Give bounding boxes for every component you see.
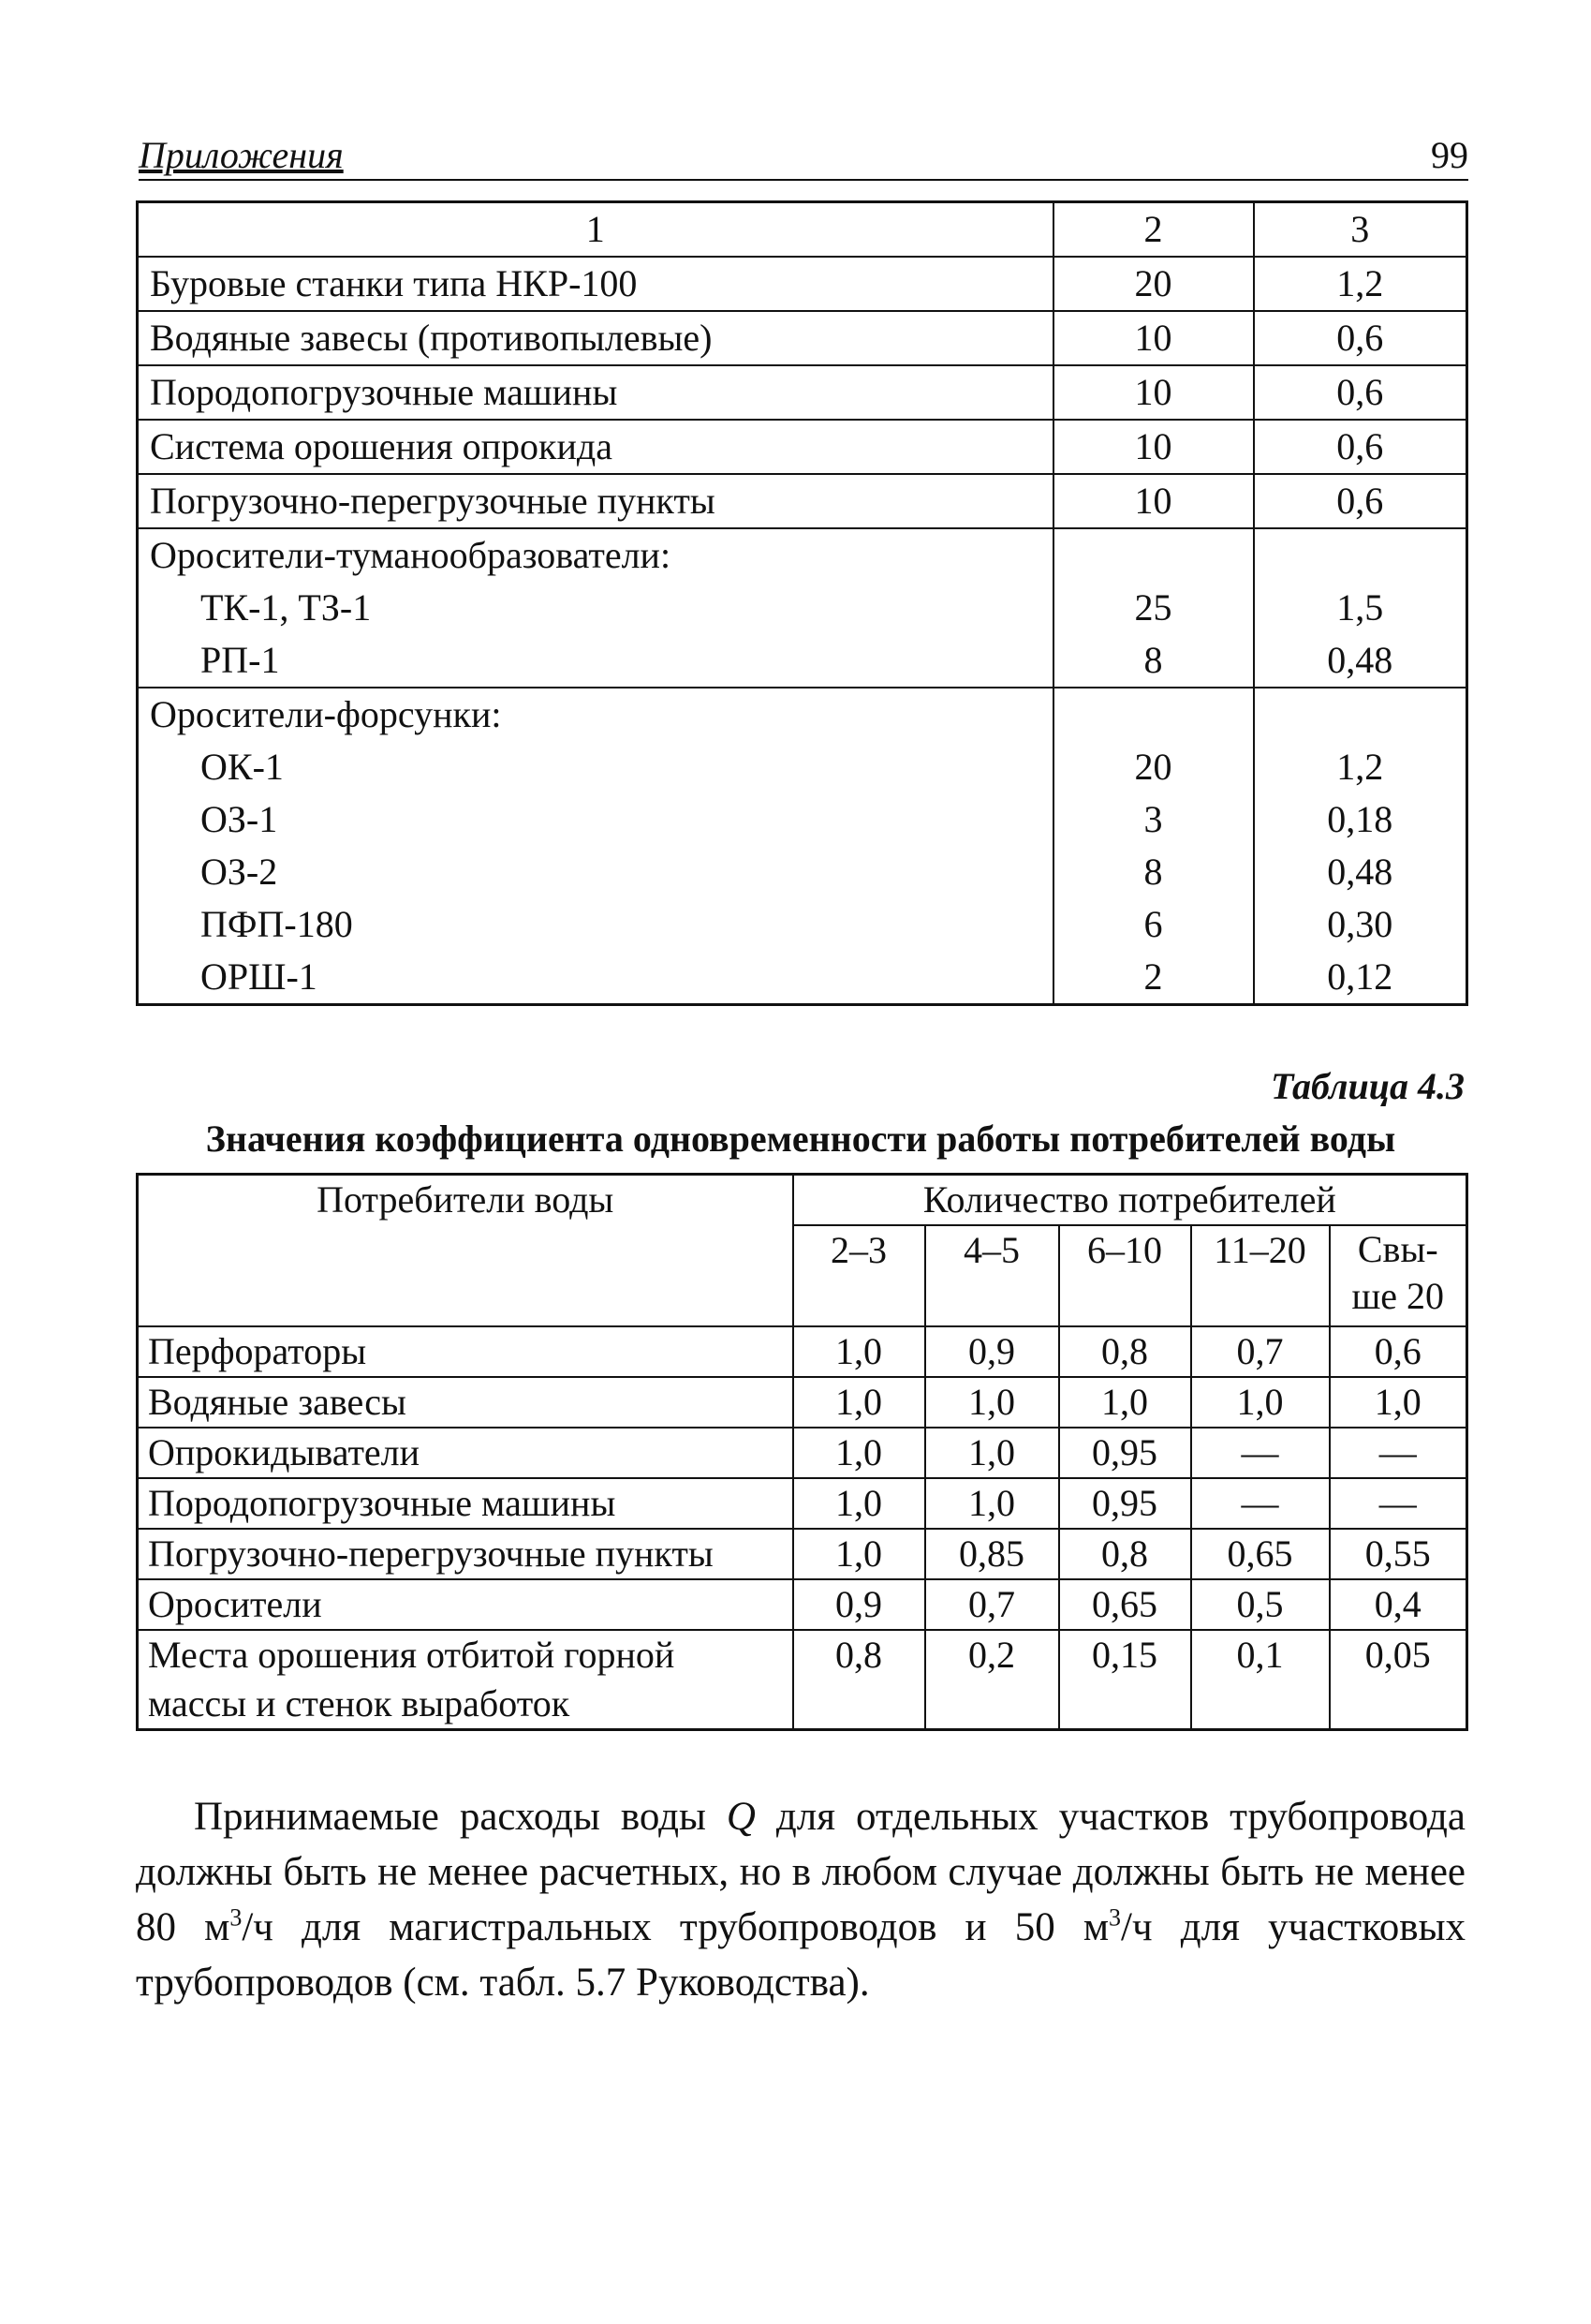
cell-value: 10 [1053,311,1254,365]
coefficient-table [136,1173,1468,1731]
column-header-count: Количество потребителей [793,1175,1467,1226]
cell-value: 0,6 [1330,1326,1467,1377]
column-header: 3 [1254,202,1467,258]
row-label-line: массы и стенок выработок [148,1682,570,1724]
cell-value: 1,0 [793,1326,925,1377]
column-header: 2–3 [793,1225,925,1326]
page-header [139,126,1468,181]
cell-value: 0,4 [1330,1579,1467,1630]
table-row [138,420,1467,474]
cell-value: 0,5 [1191,1579,1330,1630]
row-label [138,1630,793,1730]
column-header: 1 [138,202,1053,258]
equipment-water-table [136,200,1468,1006]
cell-value: 1,0 [793,1478,925,1529]
group-title: Оросители-форсунки: [138,688,1053,741]
row-label: Породопогрузочные машины [138,365,1053,420]
row-label: ПФП-180 [138,898,1053,951]
cell-value: 0,6 [1254,365,1467,420]
table-row [138,1478,1467,1529]
cell-value: 10 [1053,474,1254,528]
row-label: Водяные завесы [138,1377,793,1428]
cell-value: 0,18 [1254,793,1467,846]
column-header-line: Свы- [1357,1228,1438,1270]
row-label: Оросители [138,1579,793,1630]
page-number: 99 [1431,134,1468,176]
cell-value: 0,8 [793,1630,925,1730]
cell-value: 0,65 [1059,1579,1191,1630]
row-label: Опрокидыватели [138,1428,793,1478]
column-header: 6–10 [1059,1225,1191,1326]
table-row [138,1428,1467,1478]
paragraph-text: для отдельных участков трубопровода должны быть не менее расчетных, но в любом случае должны быть не менее 80 м [136,1795,1466,1949]
cell-value: 0,7 [925,1579,1059,1630]
paragraph-text: /ч для магистральных трубопроводов и 50 м [242,1905,1110,1949]
cell-value: 0,6 [1254,474,1467,528]
superscript: 3 [229,1903,243,1932]
cell-value: 1,0 [925,1428,1059,1478]
body-paragraph [136,1789,1466,2010]
cell-value: 1,0 [793,1529,925,1579]
table-row [138,1529,1467,1579]
group-title: Оросители-туманообразователи: [138,528,1053,582]
cell-value: 1,0 [793,1428,925,1478]
column-header: 11–20 [1191,1225,1330,1326]
table-row [138,257,1467,311]
cell-value: 1,0 [1191,1377,1330,1428]
cell-value: 0,05 [1330,1630,1467,1730]
cell-value: 1,0 [925,1377,1059,1428]
cell-value: 3 [1053,793,1254,846]
cell-value: 0,6 [1254,420,1467,474]
row-label: ОЗ-2 [138,846,1053,898]
cell-value: 1,0 [793,1377,925,1428]
paragraph-text: /ч для участковых трубопроводов (см. табл. 5.7 Руководства). [136,1905,1466,2005]
cell-value: 1,2 [1254,257,1467,311]
row-label: Буровые станки типа НКР-100 [138,257,1053,311]
cell-value: 20 [1053,741,1254,793]
cell-value: 0,9 [793,1579,925,1630]
table-header-row [138,1175,1467,1226]
table-row [138,311,1467,365]
table-row [138,582,1467,634]
cell-value: 0,48 [1254,846,1467,898]
row-label: Породопогрузочные машины [138,1478,793,1529]
table-row [138,474,1467,528]
column-header-line: ше 20 [1351,1275,1445,1317]
row-label: Водяные завесы (противопылевые) [138,311,1053,365]
cell-value: 0,55 [1330,1529,1467,1579]
table-row [138,793,1467,846]
cell-value: 0,6 [1254,311,1467,365]
cell-value: 1,2 [1254,741,1467,793]
table-title: Значения коэффициента одновременности работы потребителей воды [205,1118,1396,1160]
cell-value: 8 [1053,846,1254,898]
cell-value: — [1191,1478,1330,1529]
group-title-row [138,688,1467,741]
cell-value: 10 [1053,365,1254,420]
table-row [138,846,1467,898]
cell-value: 0,48 [1254,634,1467,688]
cell-value: 0,1 [1191,1630,1330,1730]
cell-value: 0,30 [1254,898,1467,951]
cell-value: 8 [1053,634,1254,688]
group-title-row [138,528,1467,582]
table-row [138,1326,1467,1377]
table-row [138,365,1467,420]
row-label: Погрузочно-перегрузочные пункты [138,1529,793,1579]
table-row [138,1579,1467,1630]
cell-value: 1,0 [925,1478,1059,1529]
table-row [138,898,1467,951]
cell-value: 0,12 [1254,951,1467,1005]
cell-value: 0,8 [1059,1529,1191,1579]
cell-value: — [1330,1428,1467,1478]
cell-value: 0,65 [1191,1529,1330,1579]
paragraph-text: Принимаемые расходы воды [194,1795,727,1839]
cell-value: 0,15 [1059,1630,1191,1730]
cell-value: 20 [1053,257,1254,311]
cell-value: — [1330,1478,1467,1529]
table-label: Таблица 4.3 [1271,1065,1465,1107]
table-row [138,634,1467,688]
superscript: 3 [1109,1903,1122,1932]
cell-value: 0,95 [1059,1428,1191,1478]
table-row [138,1377,1467,1428]
table-row [138,951,1467,1005]
row-label: ТК-1, ТЗ-1 [138,582,1053,634]
flow-symbol: Q [726,1795,756,1839]
cell-value: 10 [1053,420,1254,474]
cell-value: 0,8 [1059,1326,1191,1377]
table-header-row [138,202,1467,258]
row-label: ОК-1 [138,741,1053,793]
cell-value: — [1191,1428,1330,1478]
cell-value: 0,2 [925,1630,1059,1730]
row-label: Погрузочно-перегрузочные пункты [138,474,1053,528]
row-label-line: Места орошения отбитой горной [148,1634,675,1676]
cell-value: 25 [1053,582,1254,634]
cell-value: 0,95 [1059,1478,1191,1529]
cell-value: 2 [1053,951,1254,1005]
cell-value: 1,5 [1254,582,1467,634]
cell-value: 6 [1053,898,1254,951]
cell-value: 0,7 [1191,1326,1330,1377]
cell-value: 0,85 [925,1529,1059,1579]
row-label: Перфораторы [138,1326,793,1377]
cell-value: 0,9 [925,1326,1059,1377]
row-label: Система орошения опрокида [138,420,1053,474]
row-label: РП-1 [138,634,1053,688]
row-label: ОЗ-1 [138,793,1053,846]
column-header: 4–5 [925,1225,1059,1326]
table-row [138,741,1467,793]
column-header [1330,1225,1467,1326]
row-label: ОРШ-1 [138,951,1053,1005]
cell-value: 1,0 [1059,1377,1191,1428]
column-header: 2 [1053,202,1254,258]
section-title: Приложения [139,134,344,176]
table-row [138,1630,1467,1730]
cell-value: 1,0 [1330,1377,1467,1428]
column-header-consumers: Потребители воды [138,1175,793,1327]
